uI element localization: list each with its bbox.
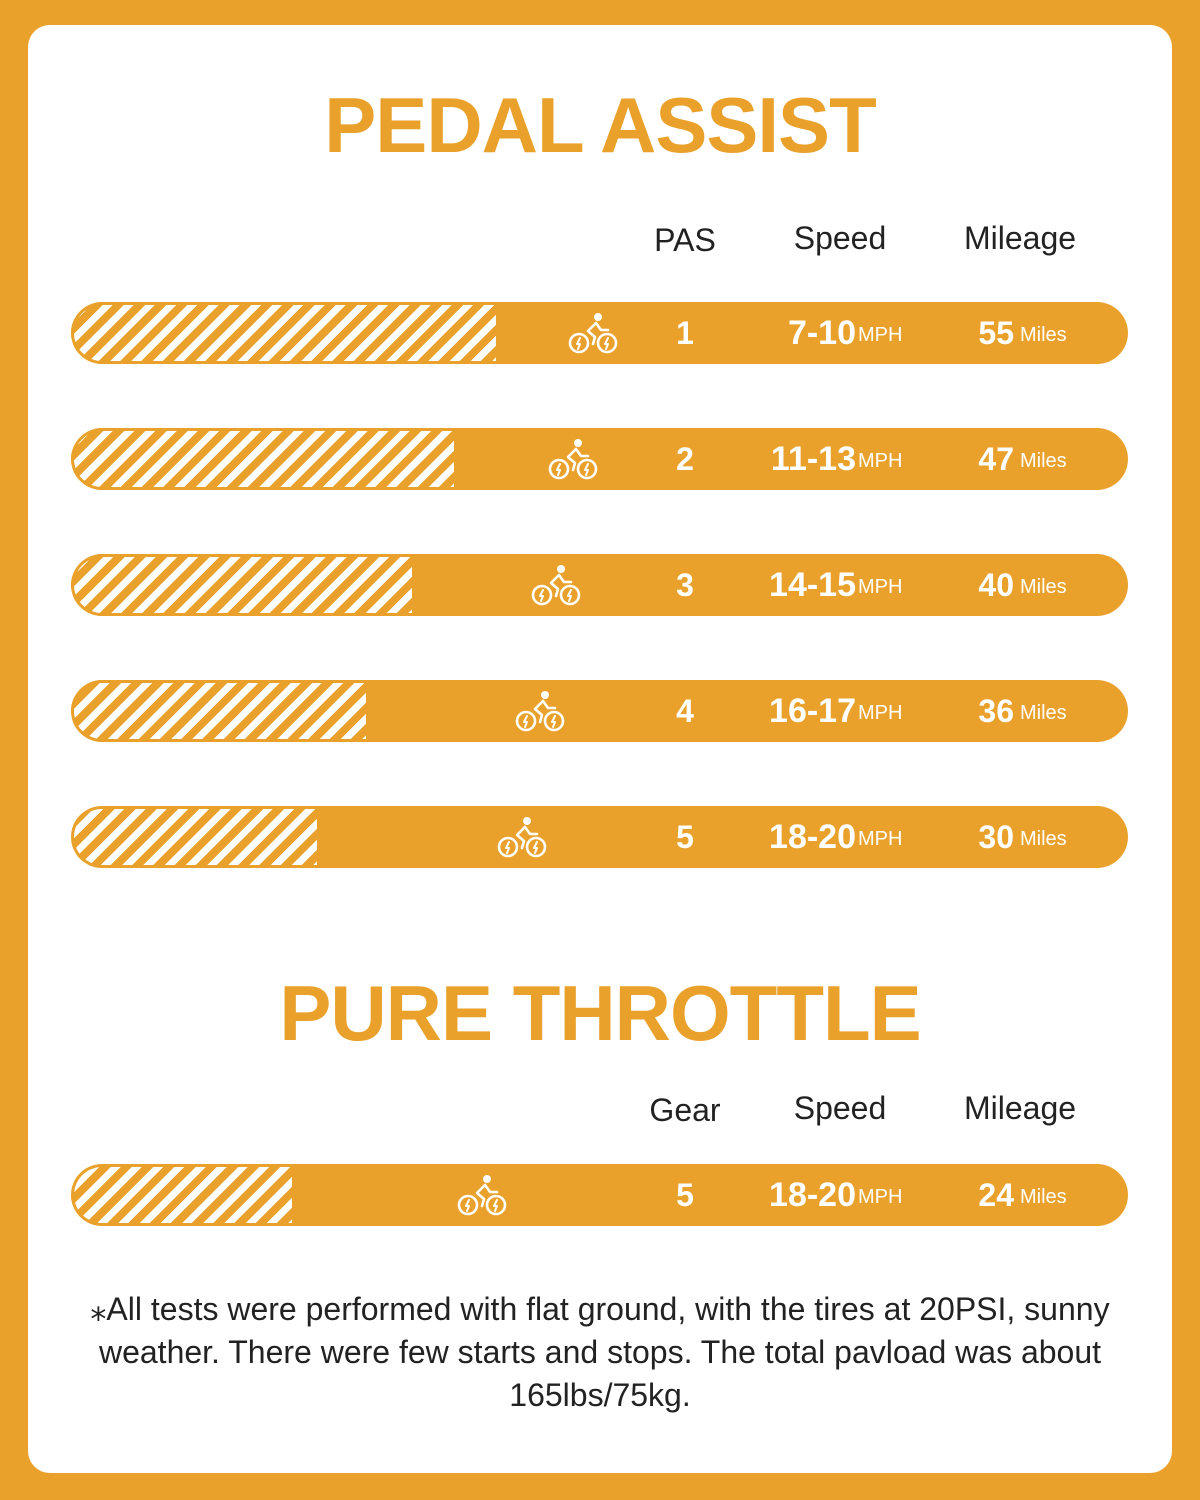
speed-value: 16-17 [769,692,856,730]
pure-throttle-title: PURE THROTTLE [279,969,921,1057]
mileage-value: 47 [978,441,1014,477]
speed-unit: MPH [858,702,903,724]
mileage-unit: Miles [1020,450,1067,472]
throttle-row [71,1164,1128,1226]
speed-column-header: Speed [793,1090,887,1126]
mileage-fill-bar [71,680,369,742]
mileage-unit: Miles [1020,1186,1067,1208]
ebike-rider-icon [455,1173,509,1217]
ebike-rider-icon [566,311,620,355]
mileage-value: 30 [978,819,1014,855]
pas-level: 1 [676,315,694,351]
pas-level: 3 [676,567,694,603]
speed-value: 11-13 [770,440,856,478]
ebike-rider-icon [495,815,549,859]
pas-row [71,680,1128,742]
mileage-value: 40 [978,567,1014,603]
mileage-value: 24 [978,1177,1014,1213]
pas-row [71,428,1128,490]
ebike-rider-icon [529,563,583,607]
pas-level: 5 [676,819,694,855]
speed-column-header: Speed [793,220,887,256]
mileage-value: 55 [978,315,1014,351]
mileage-unit: Miles [1020,828,1067,850]
pas-row [71,806,1128,868]
mileage-unit: Miles [1020,324,1067,346]
mileage-fill-bar [71,806,320,868]
speed-unit: MPH [858,324,903,346]
gear-level: 5 [676,1177,694,1213]
pedal-assist-title: PEDAL ASSIST [324,81,876,169]
speed-value: 18-20 [769,1176,856,1214]
pas-level: 4 [676,693,694,729]
speed-value: 7-10 [787,314,856,352]
pas-column-header: PAS [654,222,716,258]
speed-unit: MPH [858,450,903,472]
speed-unit: MPH [858,1186,903,1208]
mileage-fill-bar [71,554,415,616]
test-conditions-note: ⁎All tests were performed with flat ground, with the tires at 20PSI, sunny weather. There were few starts and stops. The total pavload was about 165lbs/75kg. [90,1291,1110,1413]
mileage-fill-bar [71,428,457,490]
mileage-unit: Miles [1020,576,1067,598]
speed-unit: MPH [858,828,903,850]
speed-value: 18-20 [769,818,856,856]
pas-row [71,302,1128,364]
gear-column-header: Gear [649,1092,721,1128]
ebike-rider-icon [513,689,567,733]
pas-row [71,554,1128,616]
pas-level: 2 [676,441,694,477]
mileage-column-header: Mileage [963,220,1077,256]
mileage-fill-bar [71,1164,295,1226]
mileage-unit: Miles [1020,702,1067,724]
ebike-rider-icon [546,437,600,481]
speed-unit: MPH [858,576,903,598]
mileage-fill-bar [71,302,499,364]
mileage-column-header: Mileage [963,1090,1077,1126]
speed-value: 14-15 [769,566,856,604]
mileage-value: 36 [978,693,1014,729]
